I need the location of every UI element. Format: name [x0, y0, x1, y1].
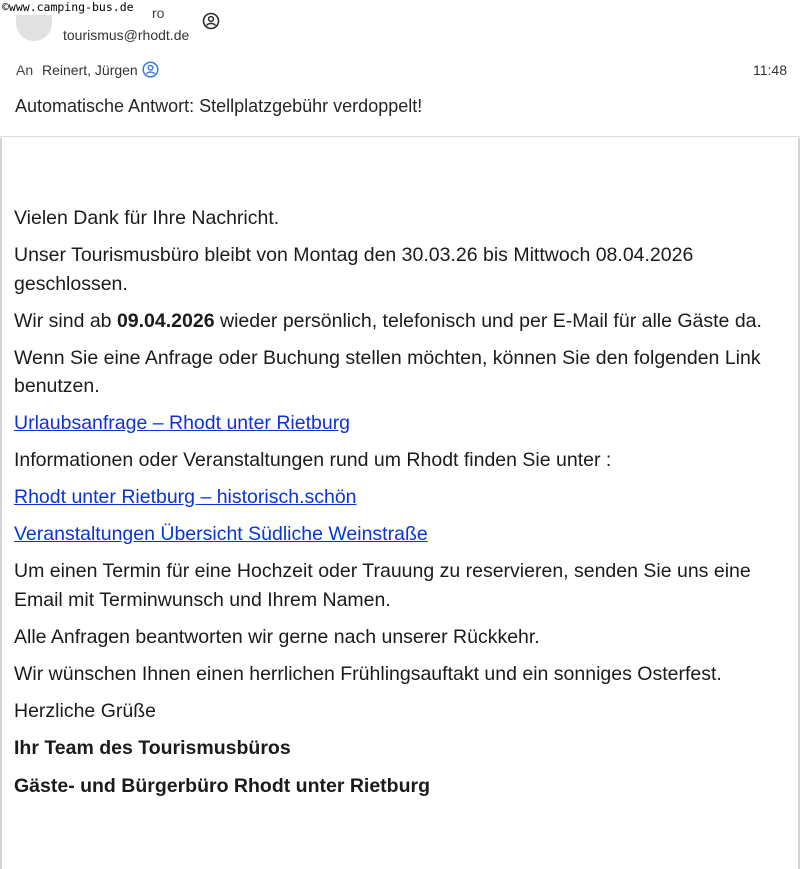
header-divider: [0, 136, 800, 137]
history-link[interactable]: Rhodt unter Rietburg – historisch.schön: [14, 486, 357, 508]
regards-text: Herzliche Grüße: [14, 699, 156, 722]
recipient-name[interactable]: Reinert, Jürgen: [42, 62, 138, 78]
booking-text: Wenn Sie eine Anfrage oder Buchung stellen möchten, können Sie den folgenden Link benutzen.: [14, 346, 761, 397]
message-header: [0, 0, 800, 138]
info-text: Informationen oder Veranstaltungen rund um Rhodt finden Sie unter :: [14, 449, 612, 471]
answer-text: Alle Anfragen beantworten wir gerne nach unserer Rückkehr.: [14, 625, 540, 648]
message-subject: Automatische Antwort: Stellplatzgebühr verdoppelt!: [15, 96, 423, 116]
return-before: Wir sind ab: [14, 309, 117, 332]
closed-notice: Unser Tourismusbüro bleibt von Montag den 30.03.26 bis Mittwoch 08.04.2026 geschlossen.: [14, 244, 694, 295]
message-body: [14, 204, 798, 809]
to-label: An: [16, 62, 34, 78]
events-link[interactable]: Veranstaltungen Übersicht Südliche Weinstraße: [14, 523, 428, 545]
return-date: 09.04.2026: [116, 309, 215, 332]
sender-email[interactable]: tourismus@rhodt.de: [63, 27, 190, 43]
return-after: wieder persönlich, telefonisch und per E-Mail für alle Gäste da.: [214, 309, 762, 332]
inquiry-link[interactable]: Urlaubsanfrage – Rhodt unter Rietburg: [14, 412, 351, 434]
watermark: ©www.camping-bus.de: [0, 0, 138, 15]
signature-office: Gäste- und Bürgerbüro Rhodt unter Rietburg: [14, 775, 430, 797]
wedding-text: Um einen Termin für eine Hochzeit oder Trauung zu reservieren, senden Sie uns eine Email mit Terminwunsch und Ihrem Namen.: [14, 560, 751, 611]
signature-team: Ihr Team des Tourismusbüros: [14, 736, 291, 759]
wish-text: Wir wünschen Ihnen einen herrlichen Frühlingsauftakt und ein sonniges Osterfest.: [14, 662, 722, 685]
message-time: 11:48: [753, 62, 787, 78]
sender-name[interactable]: ro: [152, 5, 165, 21]
return-notice: [14, 307, 784, 336]
greeting-text: Vielen Dank für Ihre Nachricht.: [14, 207, 280, 229]
shield-icon[interactable]: [202, 12, 220, 30]
contact-icon[interactable]: [142, 61, 159, 78]
